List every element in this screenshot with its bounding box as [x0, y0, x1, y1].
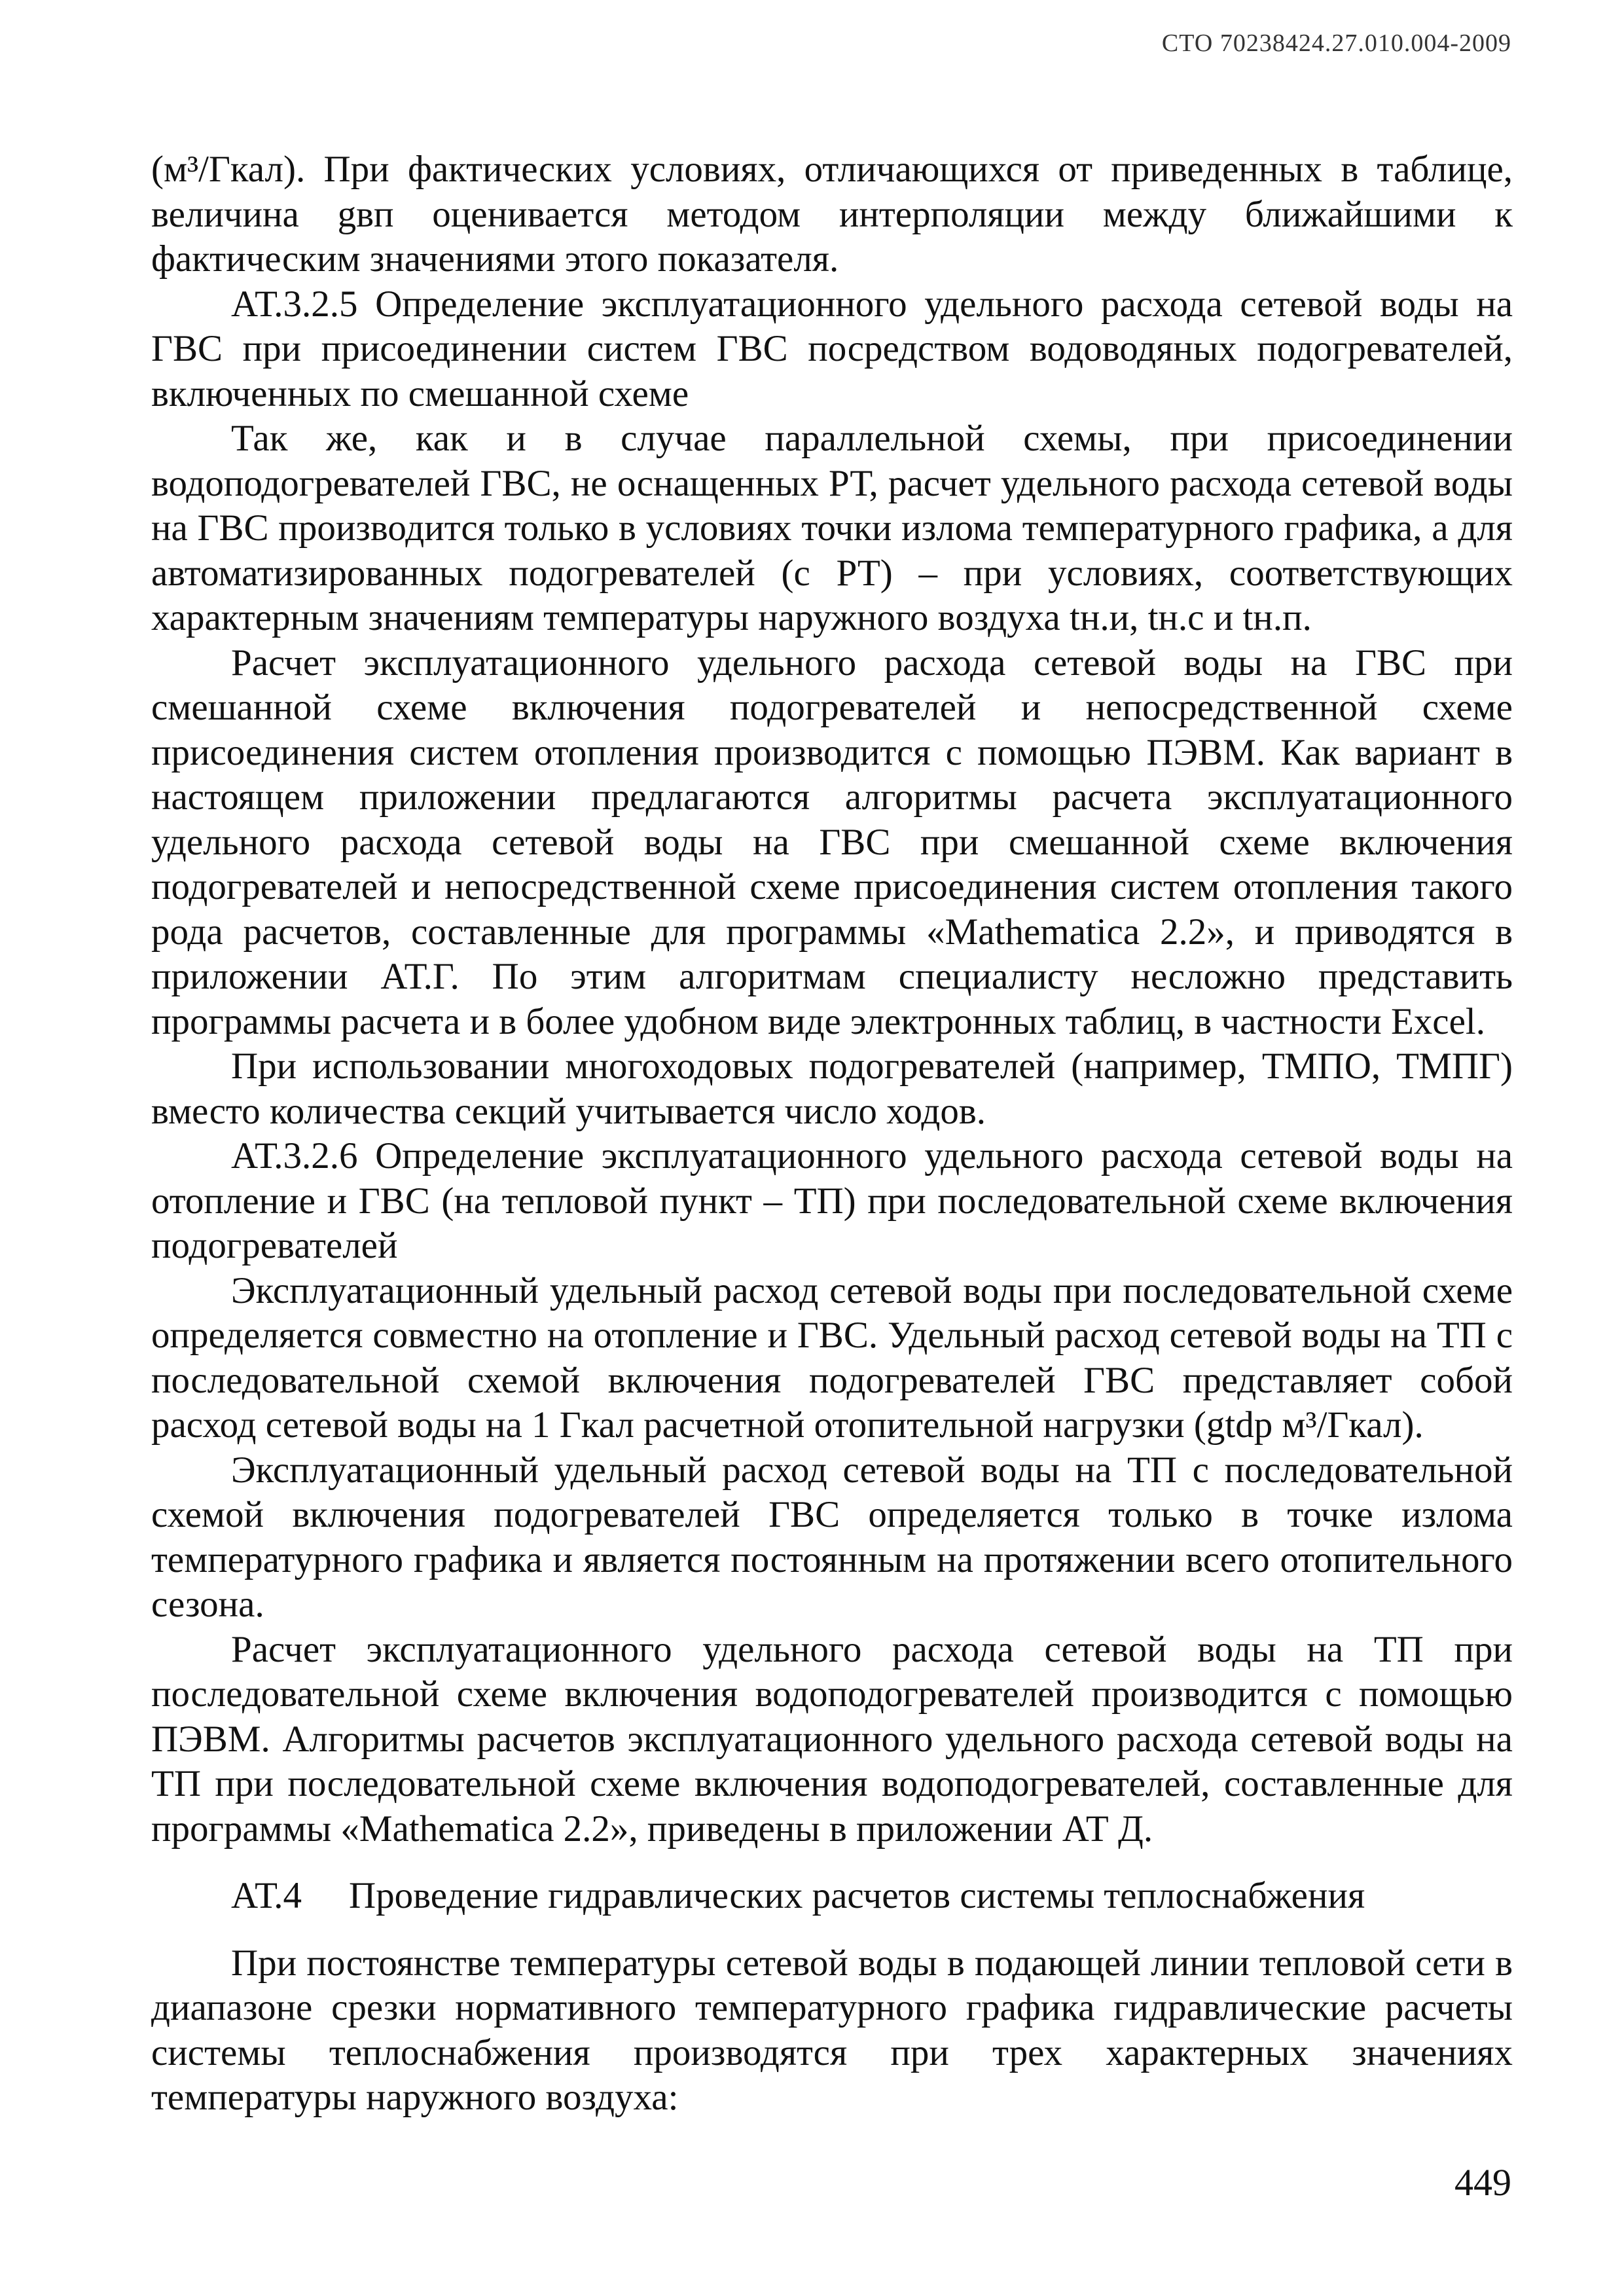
- paragraph-hydraulic-calc: При постоянстве температуры сетевой воды в подающей линии тепловой сети в диапазоне срезки нормативного температурного графика гидравлические расчеты системы теплоснабжения производятся при трех характерных значениях температуры наружного воздуха:: [151, 1942, 1513, 2118]
- document-code-header: СТО 70238424.27.010.004-2009: [1161, 29, 1511, 57]
- subsection-heading-at-3-2-6: АТ.3.2.6 Определение эксплуатационного удельного расхода сетевой воды на отопление и ГВС (на тепловой пункт – ТП) при последовательной схеме включения подогревателей: [151, 1135, 1513, 1266]
- paragraph-continuation: (м³/Гкал). При фактических условиях, отличающихся от приведенных в таблице, величина gвп оценивается методом интерполяции между ближайшими к фактическим значениями этого показателя.: [151, 149, 1513, 280]
- subsection-heading-at-3-2-5: АТ.3.2.5 Определение эксплуатационного удельного расхода сетевой воды на ГВС при присоединении систем ГВС посредством водоводяных подогревателей, включенных по смешанной схеме: [151, 283, 1513, 414]
- document-body: [151, 147, 1513, 2121]
- paragraph-multipass-heaters: При использовании многоходовых подогревателей (например, ТМПО, ТМПГ) вместо количества секций учитывается число ходов.: [151, 1046, 1513, 1132]
- section-heading-at-4: [151, 1874, 1513, 1919]
- paragraph-sequential-calc: Расчет эксплуатационного удельного расхода сетевой воды на ТП при последовательной схеме включения водоподогревателей производится с помощью ПЭВМ. Алгоритмы расчетов эксплуатационного удельного расхода сетевой воды на ТП при последовательной схеме включения водоподогревателей, составленные для программы «Mathematica 2.2», приведены в приложении АТ Д.: [151, 1628, 1513, 1850]
- page-number: 449: [1454, 2161, 1511, 2204]
- paragraph-break-point: Эксплуатационный удельный расход сетевой воды на ТП с последовательной схемой включения подогревателей ГВС определяется только в точке излома температурного графика и является постоянным на протяжении всего отопительного сезона.: [151, 1449, 1513, 1625]
- paragraph-mixed-scheme-calc: Расчет эксплуатационного удельного расхода сетевой воды на ГВС при смешанной схеме включения подогревателей и непосредственной схеме присоединения систем отопления производится с помощью ПЭВМ. Как вариант в настоящем приложении предлагаются алгоритмы расчета эксплуатационного удельного расхода сетевой воды на ГВС при смешанной схеме включения подогревателей и непосредственной схеме присоединения систем отопления такого рода расчетов, составленные для программы «Mathematica 2.2», и приводятся в приложении АТ.Г. По этим алгоритмам специалисту несложно представить программы расчета и в более удобном виде электронных таблиц, в частности Excel.: [151, 642, 1513, 1042]
- paragraph-sequential-scheme: Эксплуатационный удельный расход сетевой воды при последовательной схеме определяется совместно на отопление и ГВС. Удельный расход сетевой воды на ТП с последовательной схемой включения подогревателей ГВС представляет собой расход сетевой воды на 1 Гкал расчетной отопительной нагрузки (gtdp м³/Гкал).: [151, 1269, 1513, 1446]
- section-number: АТ.4: [231, 1875, 302, 1916]
- paragraph-parallel-scheme: Так же, как и в случае параллельной схемы, при присоединении водоподогревателей ГВС, не оснащенных РТ, расчет удельного расхода сетевой воды на ГВС производится только в условиях точки излома температурного графика, а для автоматизированных подогревателей (с РТ) – при условиях, соответствующих характерным значениям температуры наружного воздуха tн.и, tн.с и tн.п.: [151, 418, 1513, 638]
- section-title: Проведение гидравлических расчетов системы теплоснабжения: [349, 1875, 1365, 1916]
